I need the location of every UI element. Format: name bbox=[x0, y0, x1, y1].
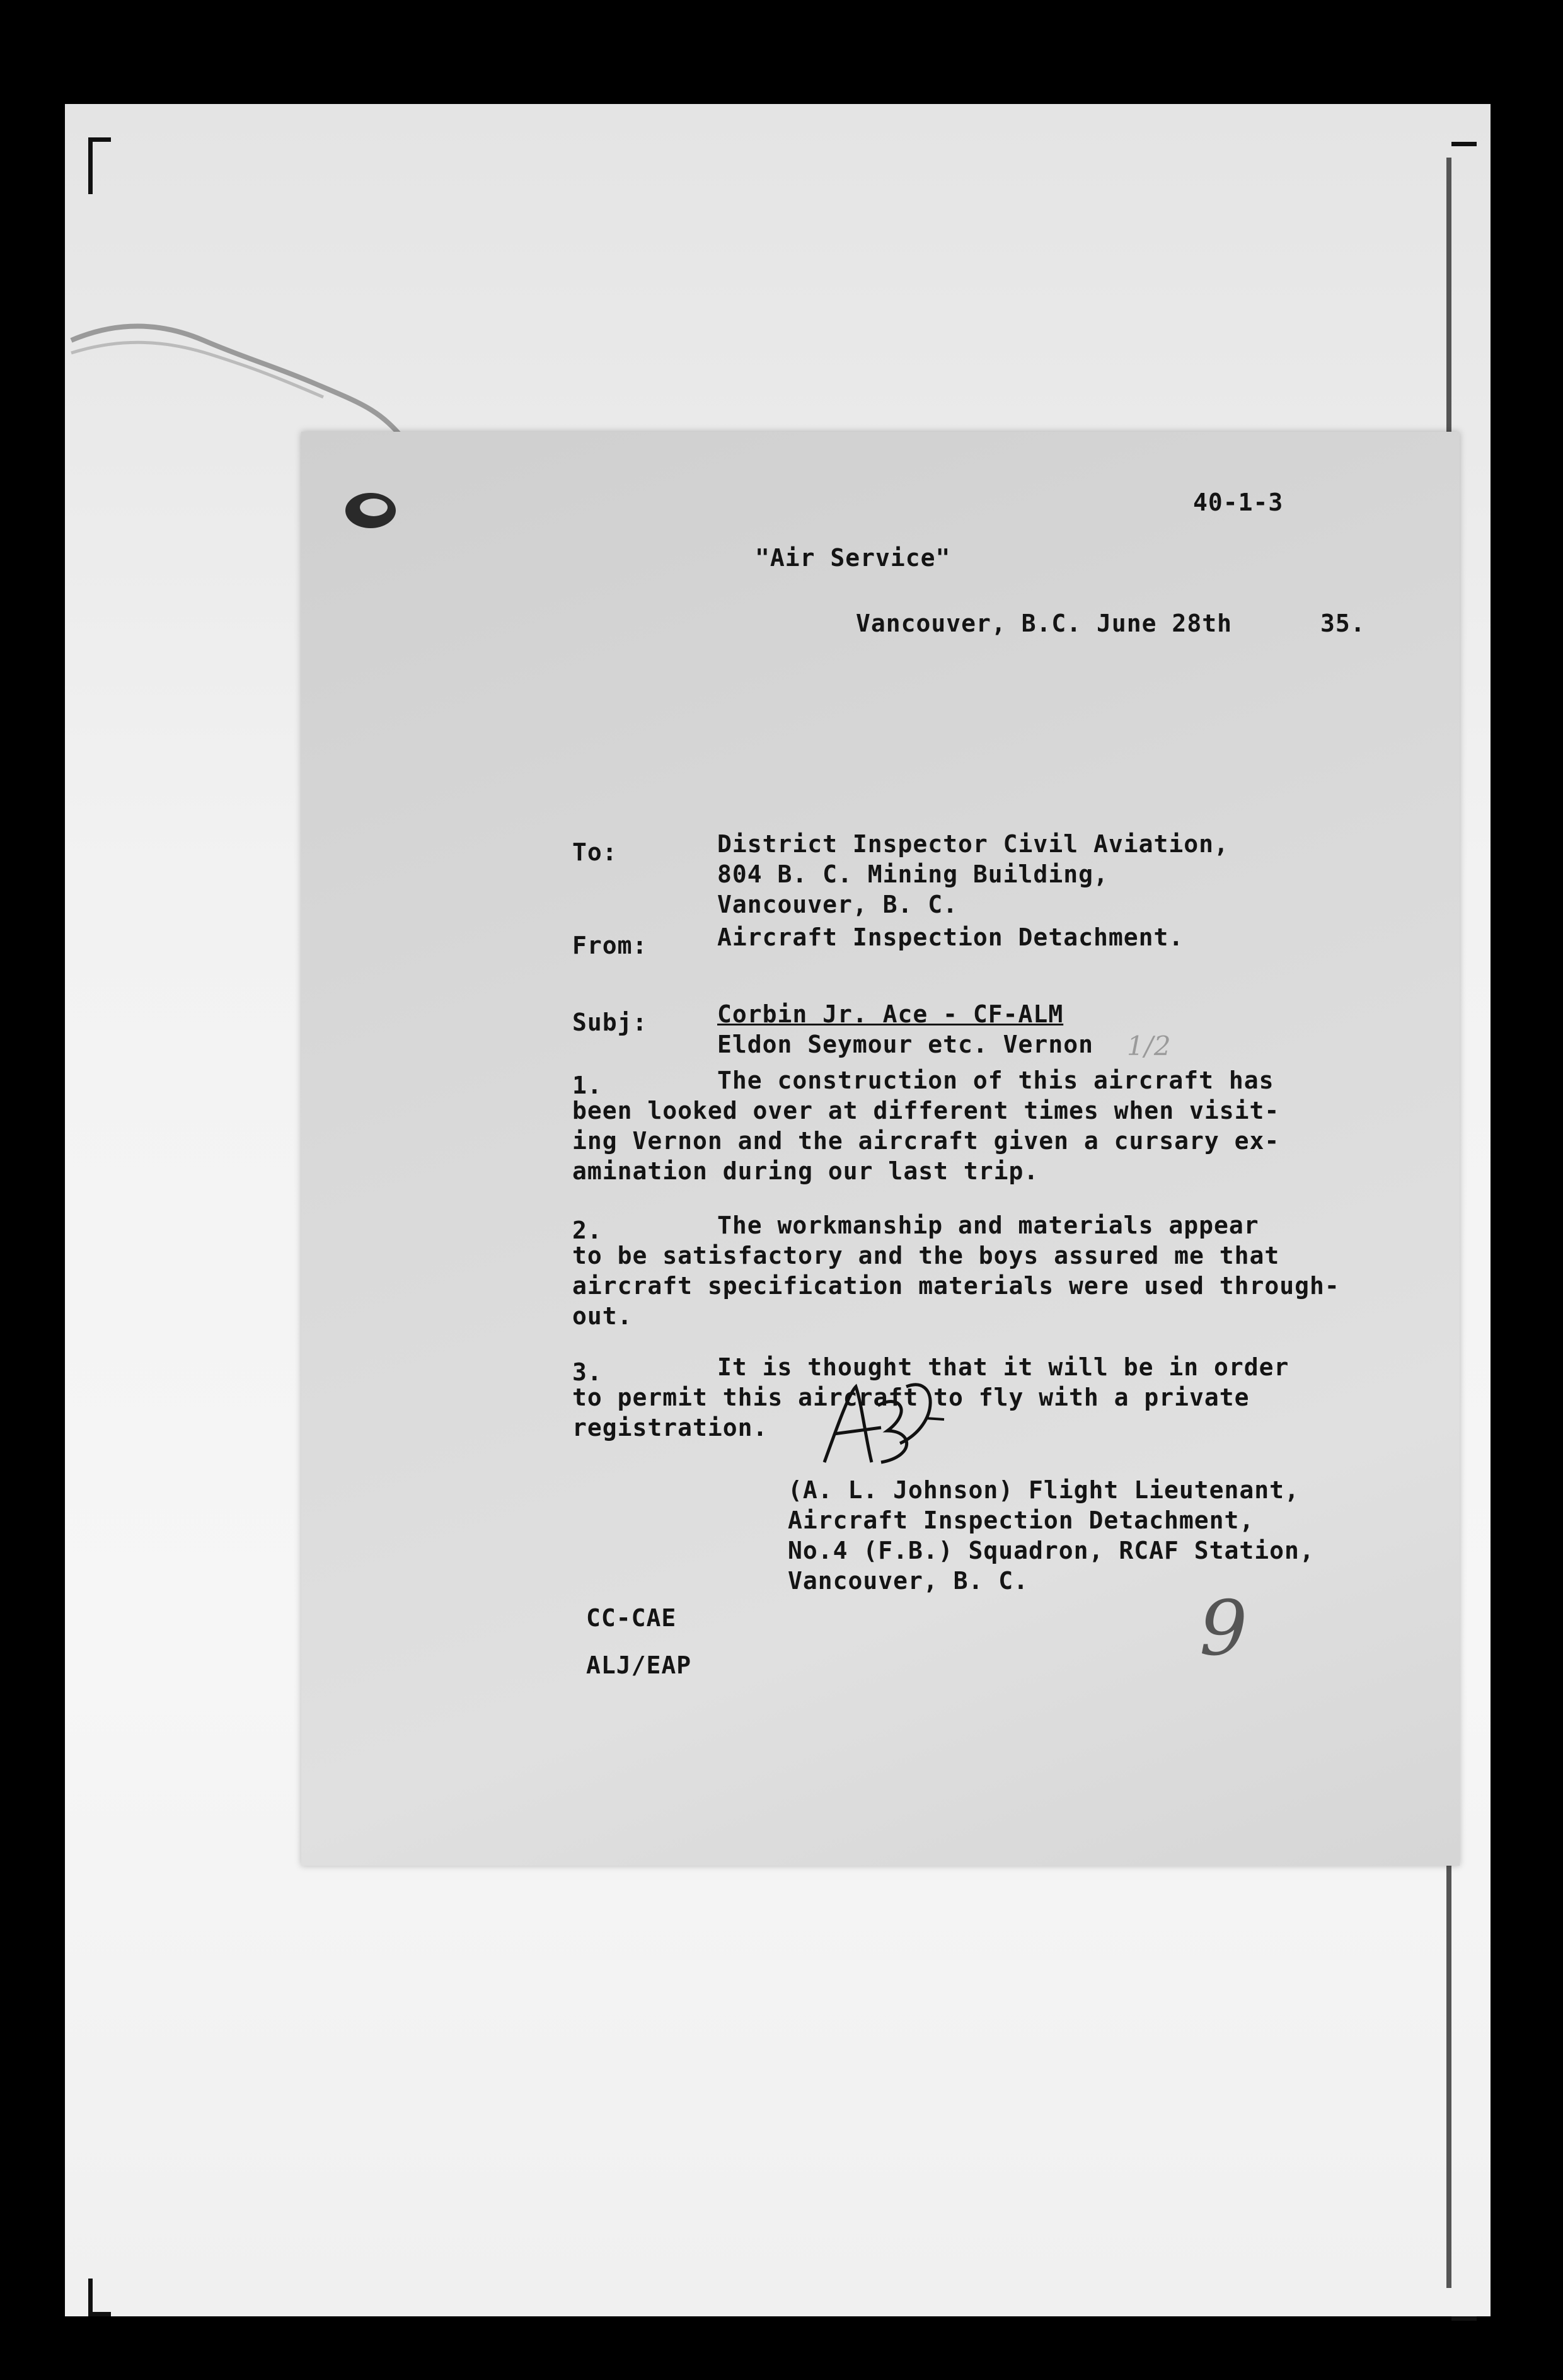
crop-mark-top-left bbox=[88, 137, 93, 194]
document-title: "Air Service" bbox=[755, 544, 951, 572]
subject-line-2: Eldon Seymour etc. Vernon bbox=[717, 1031, 1093, 1058]
from-label: From: bbox=[572, 932, 648, 959]
handwritten-mark: 1/2 bbox=[1127, 1031, 1172, 1061]
subject-line-1: Corbin Jr. Ace - CF-ALM bbox=[717, 1000, 1064, 1028]
crop-mark-bottom-right-h bbox=[1451, 2316, 1477, 2321]
letter-sheet bbox=[301, 432, 1460, 1866]
from-value: Aircraft Inspection Detachment. bbox=[717, 923, 1184, 951]
file-number: 40-1-3 bbox=[1193, 488, 1284, 516]
to-line-3: Vancouver, B. C. bbox=[717, 891, 959, 918]
punch-hole bbox=[336, 482, 405, 539]
para-2-line-2: to be satisfactory and the boys assured me that bbox=[572, 1242, 1280, 1269]
signature-line-3: No.4 (F.B.) Squadron, RCAF Station, bbox=[788, 1537, 1315, 1564]
para-2-number: 2. bbox=[572, 1216, 603, 1244]
para-1-line-4: amination during our last trip. bbox=[572, 1157, 1039, 1185]
signature-line-1: (A. L. Johnson) Flight Lieutenant, bbox=[788, 1476, 1300, 1504]
signature-line-2: Aircraft Inspection Detachment, bbox=[788, 1506, 1255, 1534]
para-1-line-3: ing Vernon and the aircraft given a cursary ex- bbox=[572, 1127, 1280, 1155]
para-1-first: The construction of this aircraft has bbox=[717, 1066, 1274, 1094]
crop-mark-bottom-left bbox=[88, 2279, 93, 2316]
para-1-number: 1. bbox=[572, 1072, 603, 1099]
para-3-line-3: registration. bbox=[572, 1414, 768, 1441]
para-1-line-2: been looked over at different times when visit- bbox=[572, 1097, 1280, 1124]
subject-label: Subj: bbox=[572, 1008, 648, 1036]
handwritten-page-number: 9 bbox=[1199, 1585, 1249, 1673]
signature-line-4: Vancouver, B. C. bbox=[788, 1567, 1029, 1595]
to-label: To: bbox=[572, 838, 618, 866]
to-line-1: District Inspector Civil Aviation, bbox=[717, 830, 1229, 858]
para-3-line-2: to permit this aircraft to fly with a private bbox=[572, 1384, 1250, 1411]
handwritten-signature bbox=[812, 1368, 950, 1481]
crop-mark-top-right-h bbox=[1451, 142, 1477, 146]
year: 35. bbox=[1320, 609, 1366, 637]
para-3-number: 3. bbox=[572, 1358, 603, 1386]
typist-initials: ALJ/EAP bbox=[586, 1651, 692, 1679]
para-2-first: The workmanship and materials appear bbox=[717, 1211, 1259, 1239]
to-line-2: 804 B. C. Mining Building, bbox=[717, 860, 1109, 888]
place-date: Vancouver, B.C. June 28th bbox=[856, 609, 1232, 637]
para-2-line-3: aircraft specification materials were used through- bbox=[572, 1272, 1340, 1300]
crop-mark-top-left-h bbox=[88, 137, 111, 142]
cc-line: CC-CAE bbox=[586, 1604, 677, 1632]
para-2-line-4: out. bbox=[572, 1302, 633, 1330]
para-3-first: It is thought that it will be in order bbox=[717, 1353, 1289, 1381]
crop-mark-bottom-left-h bbox=[88, 2312, 111, 2316]
